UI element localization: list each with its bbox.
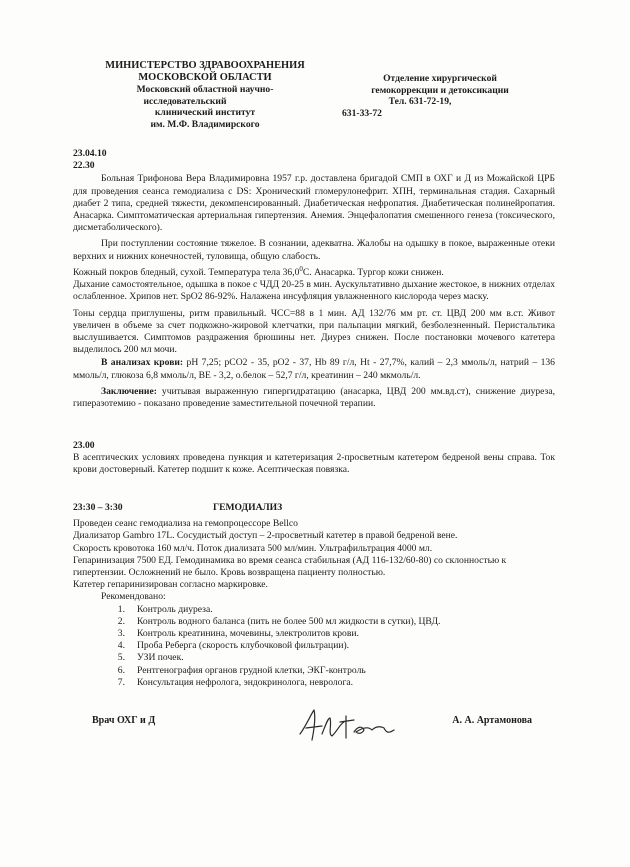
institute-line3: клинический институт [154,107,256,119]
skin-text-b: С. Анасарка. Тургор кожи снижен. [302,267,444,279]
entry3-line1: Проведен сеанс гемодиализа на гемопроцессоре Bellco [73,518,298,530]
dept-phone1: Тел. 631-72-19, [388,96,452,107]
rec-text: УЗИ почек. [137,652,184,664]
entry1-admission: При поступлении состояние тяжелое. В сознании, адекватна. Жалобы на одышку в покое, выраженные отеки верхних и нижних конечностей, туловища, общую слабость. [73,238,555,262]
entry1-labs [73,357,555,381]
ministry-title-line2: МОСКОВСКОЙ ОБЛАСТИ [138,72,272,83]
ministry-header [70,60,340,130]
entry3-title: ГЕМОДИАЛИЗ [213,502,283,513]
entry1-time: 22.30 [73,160,95,172]
entry3-line2: Диализатор Gambro 17L. Сосудистый доступ – 2-просветный катетер в правой бедреной вене. [73,530,458,542]
recommendations-title: Рекомендовано: [101,591,166,603]
entry3-line4: Гепаринизация 7500 ЕД. Гемодинамика во время сеанса стабильная (АД 116-132/60-80) со склонностью к гипертензии. Осложнений не было. Кровь возвращена пациенту полностью. [73,554,507,579]
rec-text: Контроль водного баланса (пить не более 500 мл жидкости в сутки), ЦВД. [137,615,441,627]
ministry-title-line1: МИНИСТЕРСТВО ЗДРАВООХРАНЕНИЯ [105,60,305,71]
recommendation-item [73,640,555,652]
rec-number: 2. [117,615,125,627]
rec-text: Проба Реберга (скорость клубочковой фильтрации). [137,640,350,652]
recommendation-item [73,652,555,664]
rec-text: Контроль креатинина, мочевины, электролитов крови. [137,628,359,640]
entry1-intro: Больная Трифонова Вера Владимировна 1957 г.р. доставлена бригадой СМП в ОХГ и Д из Можайской ЦРБ для проведения сеанса гемодиализа с DS: Хронический гломерулонефрит. ХПН, терминальная стадия. Сахарный диабет 2 типа, средней тяжести, декомпенсированный. Диабетическая нефропатия. Диабетическая полинейропатия. Анасарка. Симптоматическая артериальная гипертензия. Анемия. Энцефалопатия смешенного генеза (токсического, дисметаболического). [73,173,555,234]
dept-phone2: 631-33-72 [342,107,382,119]
entry1-date: 23.04.10 [73,148,107,159]
entry-admission [73,148,555,410]
rec-number: 1. [117,603,125,615]
recommendation-item [73,604,555,616]
conclusion-label: Заключение: [101,385,157,397]
recommendation-item [73,628,555,640]
department-header [330,73,550,119]
entry3-heading [73,502,555,514]
skin-text-a: Кожный покров бледный, сухой. Температура тела 36,0 [73,267,300,279]
skin-degree: 0 [299,264,303,273]
entry1-heart: Тоны сердца приглушены, ритм правильный. ЧСС=88 в 1 мин. АД 132/76 мм рт. ст. ЦВД 200 мм в.ст. Живот увеличен в объеме за счет подкожно-жировой клетчатки, при пальпации мягкий, безболезненный. Перистальтика выслушивается. Симптомов раздражения брюшины нет. Диурез снижен. После постановки мочевого катетера выделилось 200 мл мочи. [73,307,555,356]
rec-text: Рентгенография органов грудной клетки, ЭКГ-контроль [137,664,366,676]
entry1-breath: Дыхание самостоятельное, одышка в покое с ЧДД 20-25 в мин. Аускультативно дыхание жестокое, в нижних отделах ослабленное. Хрипов нет. SpO2 86-92%. Налажена инсуфляция увлажненного кислорода через маску. [73,279,555,303]
entry3-line5: Катетер гепаринизирован согласно маркировке. [73,579,268,591]
labs-label: В анализах крови: [101,357,184,369]
recommendation-item [73,665,555,677]
recommendations-list [73,604,555,689]
recommendation-item [73,616,555,628]
rec-text: Консультация нефролога, эндокринолога, невролога. [137,676,354,688]
rec-number: 3. [117,628,125,640]
entry1-skin [73,263,555,279]
entry1-conclusion [73,386,555,410]
signature-row [92,710,532,750]
entry-catheterization [73,440,555,477]
conclusion-text: учитывая выраженную гипергидратацию (анасарка, ЦВД 200 мм.вд.ст), снижение диуреза, гиперазотемию - показано проведение заместительной почечной терапии. [73,385,555,410]
recommendation-item [73,677,555,689]
doctor-title: Врач ОХГ и Д [92,715,156,726]
entry2-time: 23.00 [73,440,95,451]
rec-text: Контроль диуреза. [137,603,213,615]
institute-line1: Московский областной научно- [136,84,274,95]
entry2-text: В асептических условиях проведена пункция и катетеризация 2-просветным катетером бедреной вены справа. Ток крови достоверный. Катетер подшит к коже. Асептическая повязка. [73,452,555,476]
rec-number: 5. [117,652,125,664]
labs-text: pH 7,25; pCO2 - 35, pO2 - 37, Hb 89 г/л, Ht - 27,7%, калий – 2,3 ммоль/л, натрий – 136 ммоль/л, глюкоза 6,8 ммоль/л, BE - 3,2, о.белок – 52,7 г/л, креатинин – 240 мкмоль/л. [73,357,555,381]
institute-line2: исследовательский [143,95,227,107]
rec-number: 4. [117,640,125,652]
institute-line4: им. М.Ф. Владимирского [150,118,260,130]
rec-number: 7. [117,676,125,688]
doctor-name: А. А. Артамонова [452,715,532,726]
dept-line1: Отделение хирургической [383,73,497,84]
entry3-time: 23:30 – 3:30 [73,502,123,513]
handwritten-signature [292,704,402,748]
rec-number: 6. [117,664,125,676]
entry-hemodialysis [73,502,555,689]
dept-line2: гемокоррекции и детоксикации [371,84,509,96]
entry3-line3: Скорость кровотока 160 мл/ч. Поток диализата 500 мл/мин. Ультрафильтрация 4000 мл. [73,542,433,554]
